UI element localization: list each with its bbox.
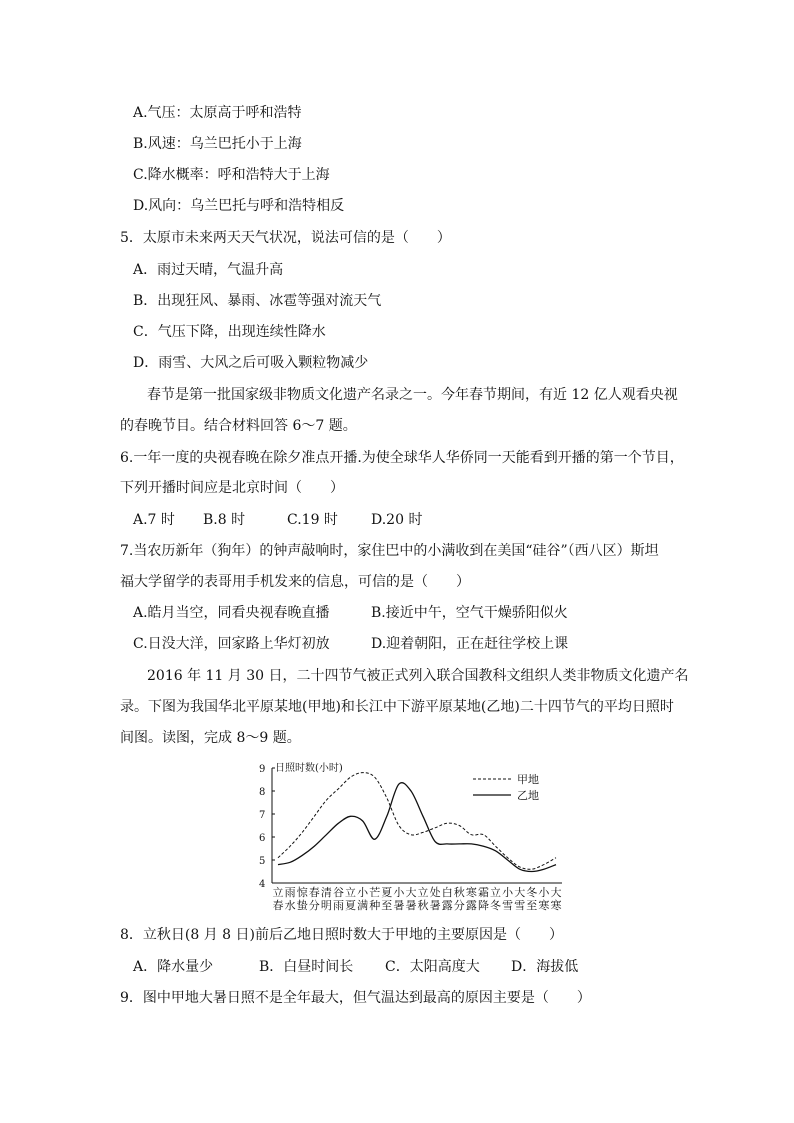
chart-x-labels	[273, 885, 562, 912]
x-tick-label: 夏至	[381, 886, 393, 912]
series-line-yi	[278, 783, 556, 872]
x-tick-label: 秋分	[453, 886, 465, 912]
q6-line1: 6.一年一度的央视春晚在除夕准点开播.为使全球华人华侨同一天能看到开播的第一个节目，	[120, 450, 684, 466]
x-tick-label: 霜降	[477, 886, 489, 912]
x-tick-label: 立夏	[345, 886, 357, 912]
x-tick-label: 小满	[357, 886, 369, 912]
x-tick-label: 大暑	[405, 886, 417, 912]
chart-series	[278, 773, 556, 872]
sunshine-hours-chart	[255, 758, 565, 914]
x-tick-label: 清明	[320, 886, 332, 912]
x-tick-label: 惊蛰	[296, 886, 308, 912]
x-tick-label: 立秋	[417, 886, 429, 912]
series-line-jia	[278, 773, 556, 870]
x-tick-label: 小雪	[502, 886, 514, 912]
q7-line2: 福大学留学的表哥用手机发来的信息，可信的是（ ）	[120, 574, 470, 590]
q5-stem: 5．太原市未来两天天气状况，说法可信的是（ ）	[120, 230, 451, 246]
q4-option-a: A.气压：太原高于呼和浩特	[133, 105, 302, 121]
q8-stem: 8．立秋日(8 月 8 日)前后乙地日照时数大于甲地的主要原因是（ ）	[120, 927, 563, 943]
chart-legend	[473, 772, 539, 802]
q6-option-b: B.8 时	[203, 512, 246, 528]
q6-option-c: C.19 时	[287, 512, 338, 528]
passage2-line3: 间图。读图，完成 8～9 题。	[120, 730, 301, 746]
q8-option-a: A．降水量少	[133, 959, 214, 975]
q4-option-b: B.风速：乌兰巴托小于上海	[133, 136, 302, 152]
y-tick-label: 5	[259, 856, 266, 867]
x-tick-label: 处暑	[429, 886, 441, 912]
q9-stem: 9．图中甲地大暑日照不是全年最大，但气温达到最高的原因主要是（ ）	[120, 990, 591, 1006]
q7-line1: 7.当农历新年（狗年）的钟声敲响时，家住巴中的小满收到在美国“硅谷”（西八区）斯坦	[120, 543, 659, 559]
q5-option-b: B．出现狂风、暴雨、冰雹等强对流天气	[133, 293, 382, 309]
x-tick-label: 立春	[272, 886, 284, 912]
passage1-line1: 春节是第一批国家级非物质文化遗产名录之一。今年春节期间，有近 12 亿人观看央视	[147, 387, 678, 403]
y-tick-label: 8	[259, 787, 266, 798]
q7-option-c: C.日没大洋，回家路上华灯初放	[133, 636, 330, 652]
x-tick-label: 冬至	[526, 886, 538, 912]
q6-line2: 下列开播时间应是北京时间（ ）	[120, 480, 344, 496]
legend-label-yi: 乙地	[517, 789, 539, 802]
y-tick-label: 6	[259, 833, 266, 844]
q7-option-d: D.迎着朝阳，正在赶往学校上课	[371, 636, 569, 652]
q7-option-a: A.皓月当空，同看央视春晚直播	[133, 605, 330, 621]
q8-option-d: D．海拔低	[511, 959, 579, 975]
chart-ylabel: 日照时数(小时)	[275, 763, 343, 774]
q8-option-c: C．太阳高度大	[385, 959, 480, 975]
passage1-line2: 的春晚节目。结合材料回答 6～7 题。	[120, 418, 357, 434]
q8-option-b: B．白昼时间长	[259, 959, 354, 975]
x-tick-label: 白露	[441, 886, 453, 912]
x-tick-label: 小寒	[538, 886, 550, 912]
q6-option-d: D.20 时	[371, 512, 423, 528]
x-tick-label: 大雪	[514, 886, 526, 912]
q7-option-b: B.接近中午，空气干燥骄阳似火	[371, 605, 568, 621]
x-tick-label: 寒露	[465, 886, 477, 912]
legend-label-jia: 甲地	[517, 773, 539, 786]
q8-options	[133, 958, 578, 976]
x-tick-label: 芒种	[369, 886, 381, 912]
passage2-line2: 录。下图为我国华北平原某地(甲地)和长江中下游平原某地(乙地)二十四节气的平均日照时	[120, 699, 674, 715]
q7-options-row2	[133, 635, 568, 653]
q5-option-a: A．雨过天晴，气温升高	[133, 262, 284, 278]
x-tick-label: 雨水	[284, 886, 296, 912]
chart-y-ticks	[259, 764, 275, 890]
q6-options	[133, 511, 422, 529]
q4-option-d: D.风向：乌兰巴托与呼和浩特相反	[133, 198, 345, 214]
y-tick-label: 4	[259, 879, 266, 890]
q5-option-d: D．雨雪、大风之后可吸入颗粒物减少	[133, 355, 369, 371]
x-tick-label: 春分	[308, 886, 320, 912]
q6-option-a: A.7 时	[133, 512, 175, 528]
x-tick-label: 立冬	[490, 886, 502, 912]
x-tick-label: 小暑	[393, 886, 405, 912]
passage2-line1: 2016 年 11 月 30 日，二十四节气被正式列入联合国教科文组织人类非物质文化遗产名	[147, 668, 689, 684]
x-tick-label: 谷雨	[332, 886, 344, 912]
y-tick-label: 9	[259, 764, 266, 775]
x-tick-label: 大寒	[550, 886, 562, 912]
y-tick-label: 7	[259, 810, 266, 821]
q4-option-c: C.降水概率：呼和浩特大于上海	[133, 167, 330, 183]
q5-option-c: C．气压下降，出现连续性降水	[133, 324, 326, 340]
q7-options-row1	[133, 604, 568, 622]
